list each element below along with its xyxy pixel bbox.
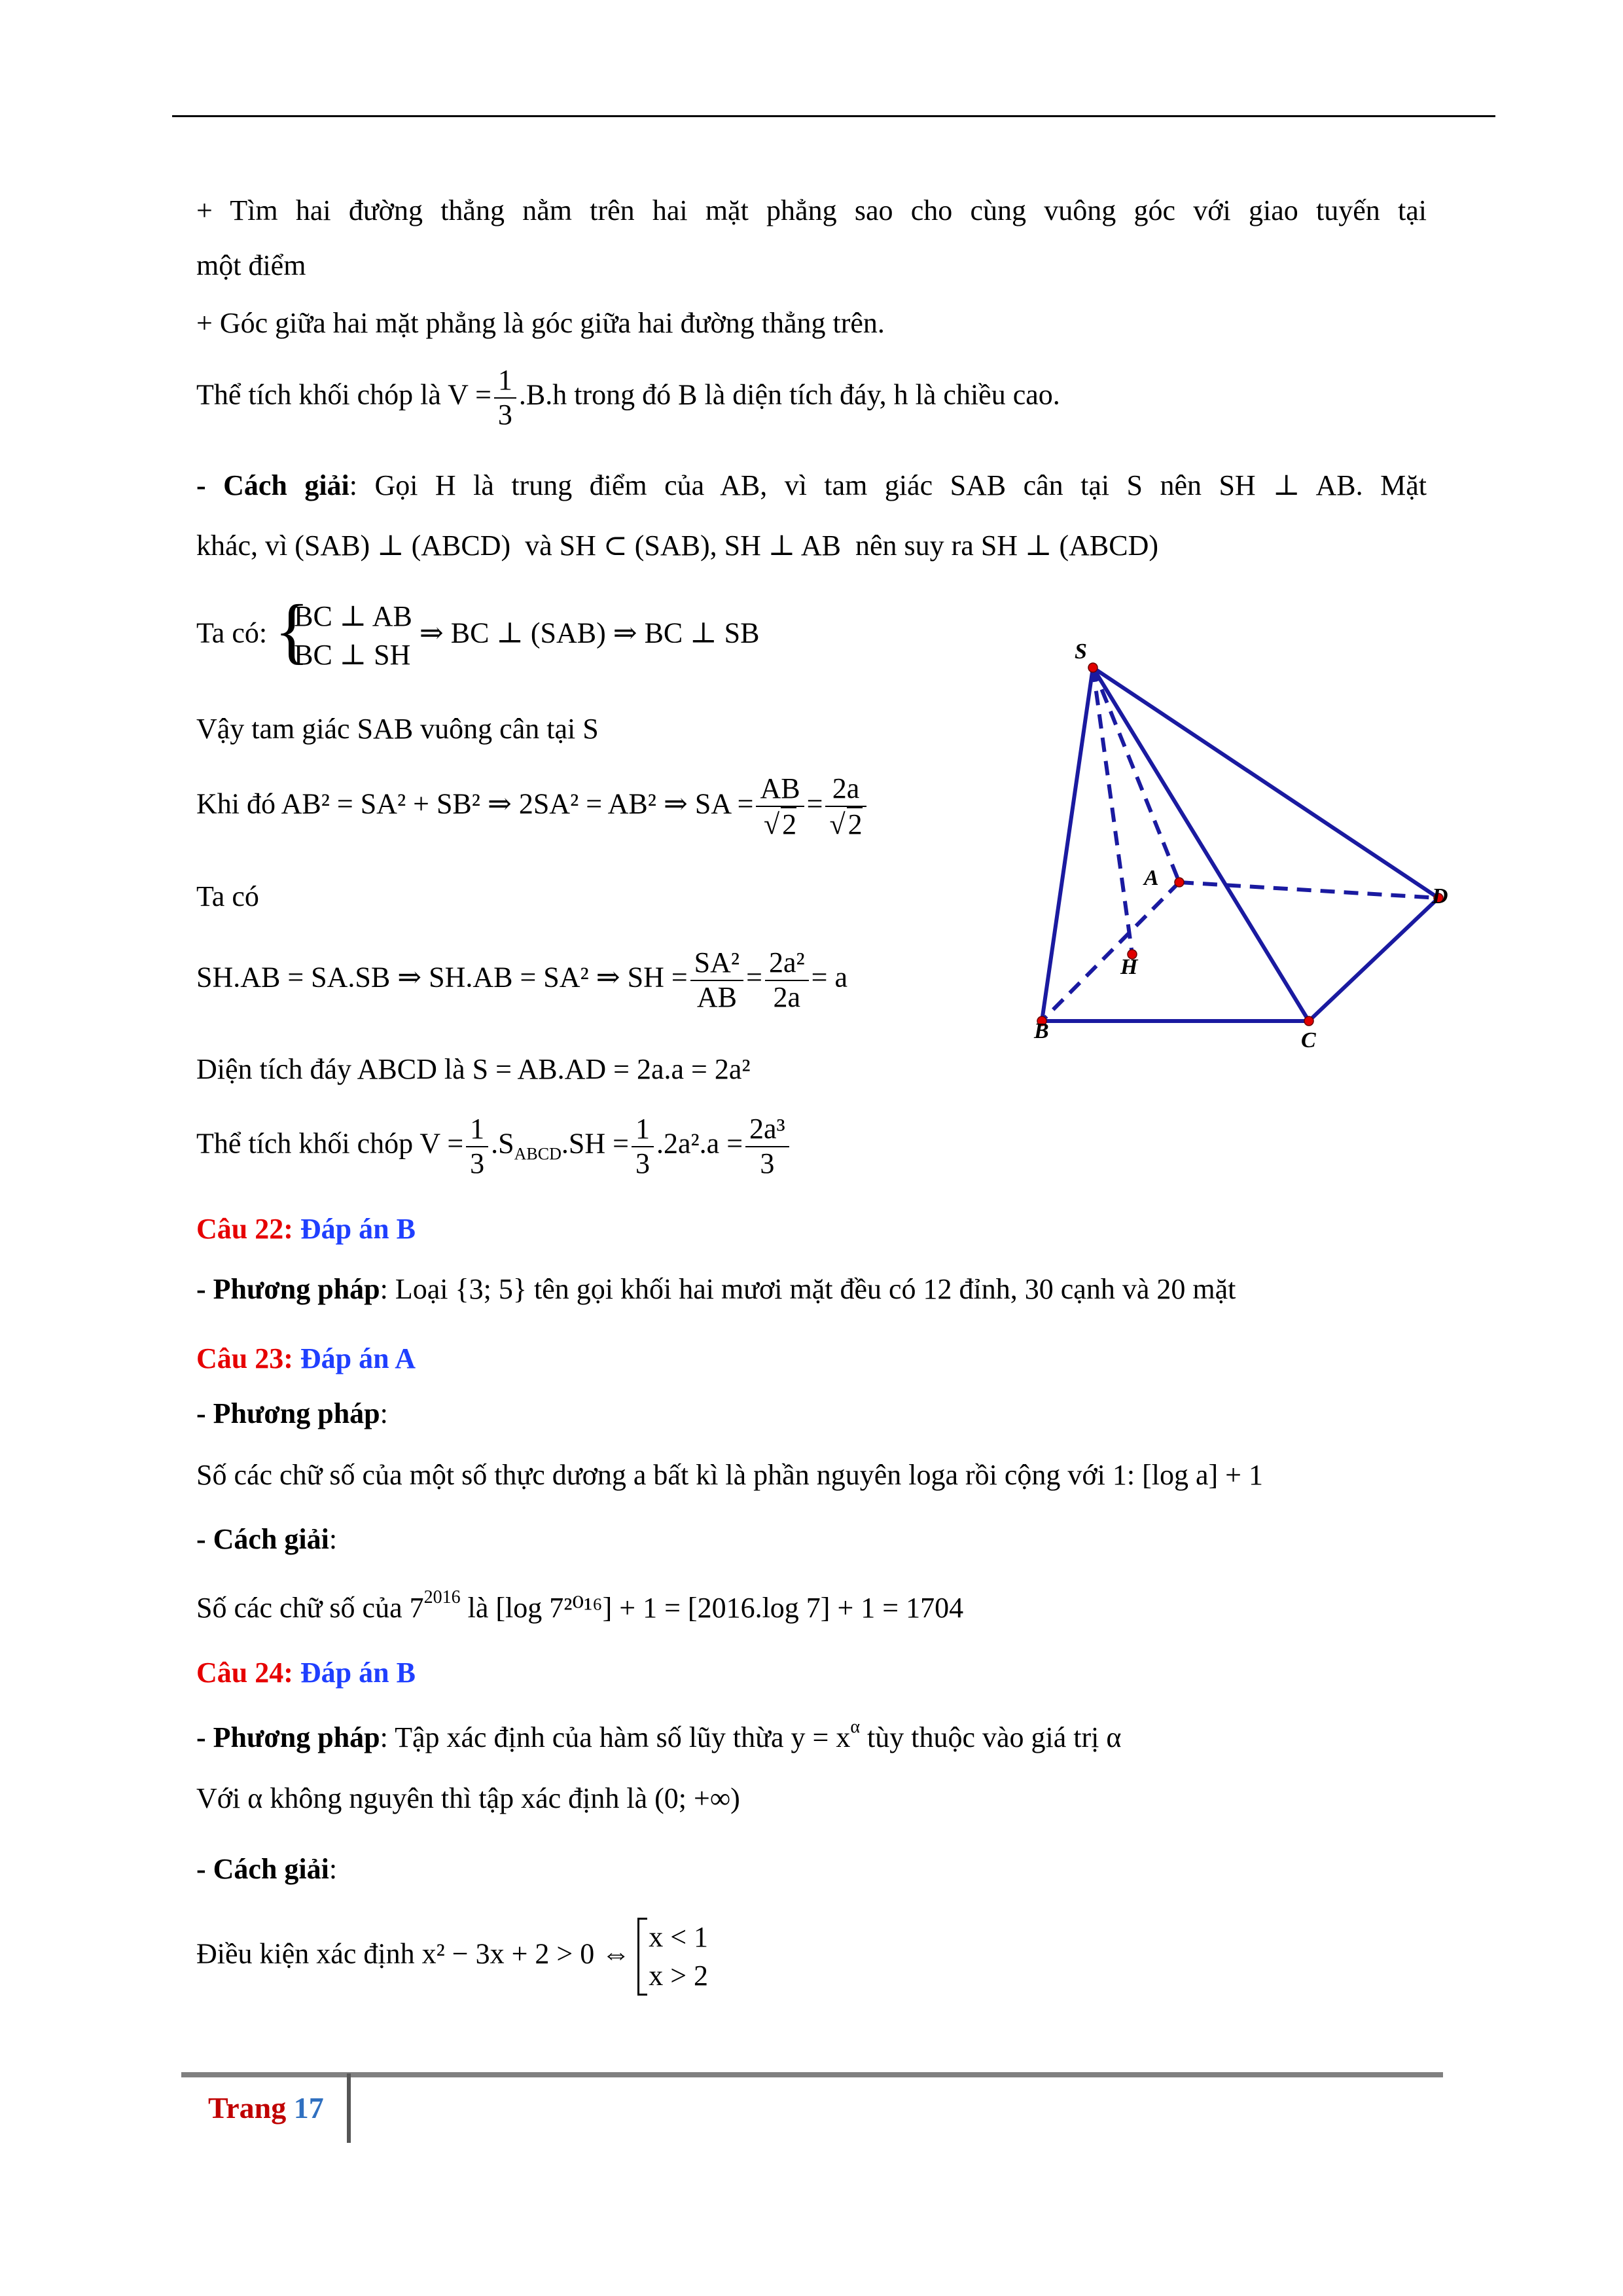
- vol-lhs: V =: [419, 1127, 464, 1160]
- volume-num: 1: [494, 364, 516, 399]
- sh-line: SH.AB = SA.SB ⇒ SH.AB = SA² ⇒ SH = $\frac{\text{SA²}}{AB}$ = $\frac{\text{2a²}}{2a}$ = a: [196, 946, 848, 1013]
- system-row-2: BC ⊥ SH: [294, 639, 411, 672]
- q22-method-set: {3; 5}: [455, 1273, 527, 1305]
- vol-f2-den: 3: [635, 1147, 650, 1179]
- vertex-A: [1175, 878, 1184, 887]
- vol-frac-3: [745, 1113, 789, 1180]
- q23-title: Câu 23:: [196, 1342, 293, 1374]
- solution-text-1: : Gọi H là trung điểm của AB, vì tam giác SAB cân tại S nên SH ⊥ AB. Mặt: [349, 469, 1427, 501]
- frac-2a-sqrt2: [825, 772, 866, 841]
- vol-f1-den: 3: [470, 1147, 485, 1179]
- vol-mid3: .2a².a =: [656, 1127, 743, 1160]
- solution-text-2a: khác, vì: [196, 529, 288, 562]
- eq-sh-end: = a: [811, 961, 848, 994]
- q23-solution-expr: [log 7²⁰¹⁶] + 1 = [2016.log 7] + 1 = 1704: [495, 1592, 964, 1624]
- label-D: D: [1432, 884, 1448, 908]
- frac-2a2-num: 2a²: [765, 946, 809, 981]
- solution-line-2: [196, 529, 1158, 564]
- solution-text-2b: (SAB) ⊥ (ABCD): [294, 529, 511, 562]
- frac-2a-num: 2a: [825, 772, 866, 807]
- volume-suffix: trong đó B là diện tích đáy, h là chiều cao.: [574, 378, 1060, 411]
- q22-method-text-b: tên gọi khối hai mươi mặt đều có 12 đỉnh, 30 cạnh và 20 mặt: [533, 1273, 1236, 1305]
- frac-ab-den-val: 2: [782, 808, 797, 840]
- area-text: Diện tích đáy ABCD là: [196, 1053, 465, 1085]
- taco-label: Ta có:: [196, 617, 268, 649]
- q24-cond-a: Với: [196, 1782, 241, 1814]
- eq-sh: SH.AB = SA.SB ⇒ SH.AB = SA² ⇒ SH =: [196, 961, 688, 994]
- label-H: H: [1120, 955, 1138, 979]
- page-number: 17: [293, 2091, 324, 2125]
- q23-solution-label: - Cách giải: [196, 1523, 329, 1555]
- q23-solution-text: Số các chữ số của: [196, 1592, 402, 1624]
- q24-method-label: - Phương pháp: [196, 1721, 380, 1753]
- q23-method-formula: [log a] + 1: [1142, 1459, 1263, 1491]
- vol-sub: ABCD: [514, 1144, 562, 1164]
- volume-den: 3: [497, 398, 512, 431]
- frac-ab-sqrt2: [756, 772, 804, 841]
- volume-fraction: [494, 364, 516, 431]
- q23-method-text: Số các chữ số của một số thực dương a bất kì là phần nguyên loga rồi cộng với 1:: [196, 1459, 1135, 1491]
- q23-method-label-line: [196, 1397, 388, 1431]
- system-line: [196, 590, 760, 675]
- vol-f1-num: 1: [466, 1113, 488, 1147]
- q24-method-text-a: : Tập xác định của hàm số lũy thừa: [380, 1721, 784, 1753]
- system-row-1: BC ⊥ AB: [294, 600, 412, 632]
- q22-method-text-a: : Loại: [380, 1273, 448, 1305]
- q22-method-label: - Phương pháp: [196, 1273, 380, 1305]
- vol-f3-den: 3: [760, 1147, 775, 1179]
- pyramid-edges: [1042, 668, 1438, 1021]
- q23-method-line: [196, 1458, 1263, 1493]
- label-S: S: [1075, 639, 1087, 664]
- volume-rest: .B.h: [518, 378, 567, 411]
- volume-prefix: Thể tích khối chóp là: [196, 378, 441, 411]
- solution-line-1: [196, 469, 1427, 503]
- vol-frac-1: [466, 1113, 488, 1180]
- q24-answer: Đáp án B: [300, 1657, 416, 1689]
- q23-solution-label-line: [196, 1522, 337, 1557]
- q22-header: [196, 1212, 416, 1247]
- edge-AD: [1179, 882, 1438, 898]
- q24-cond-alpha: α: [247, 1782, 263, 1814]
- vertex-S: [1088, 663, 1097, 672]
- frac-sa2-num: SA²: [690, 946, 743, 981]
- vol-mid: .S: [491, 1127, 514, 1160]
- q22-answer: Đáp án B: [300, 1213, 416, 1245]
- edge-CD: [1309, 898, 1438, 1021]
- method-line-1: + Tìm hai đường thẳng nằm trên hai mặt phẳng sao cho cùng vuông góc với giao tuyến tại: [196, 194, 1427, 226]
- q24-solution-label-line: [196, 1852, 337, 1887]
- vol-f3-num: 2a³: [745, 1113, 789, 1147]
- vol-text: Thể tích khối chóp: [196, 1127, 414, 1160]
- footer-label: Trang: [208, 2091, 287, 2125]
- taco2-line: Ta có: [196, 880, 259, 912]
- q23-header: [196, 1342, 416, 1376]
- vuong-can-line: Vậy tam giác SAB vuông cân tại S: [196, 713, 599, 745]
- q22-title: Câu 22:: [196, 1213, 293, 1245]
- khi-do-line: Khi đó AB² = SA² + SB² ⇒ 2SA² = AB² ⇒ SA = $\frac{AB}{√2}$ = $\frac{2a}{√2}$: [196, 772, 869, 841]
- q23-method-label: - Phương pháp: [196, 1397, 380, 1429]
- q24-header: [196, 1656, 416, 1691]
- footer-rule: [181, 2072, 1443, 2077]
- q23-pow-base: 7: [409, 1592, 424, 1624]
- method-line-3: + Góc giữa hai mặt phẳng là góc giữa hai đường thẳng trên.: [196, 307, 885, 339]
- volume-result-line: [196, 1113, 792, 1180]
- label-B: B: [1034, 1019, 1049, 1043]
- q24-cond-set: (0; +∞): [654, 1782, 740, 1814]
- edge-AB: [1042, 882, 1179, 1021]
- q24-solution-label: - Cách giải: [196, 1853, 329, 1885]
- q24-method-text-b: tùy thuộc vào giá trị: [867, 1721, 1099, 1753]
- q23-answer: Đáp án A: [300, 1342, 416, 1374]
- q24-dk-row1: x < 1: [649, 1921, 709, 1953]
- frac-ab-num: AB: [756, 772, 804, 807]
- q24-bracket-system: [637, 1918, 708, 1996]
- area-line: [196, 1052, 751, 1087]
- solution-label: - Cách giải: [196, 469, 349, 501]
- q24-title: Câu 24:: [196, 1657, 293, 1689]
- frac-2a-den-val: 2: [847, 808, 863, 840]
- method-line-2: một điểm: [196, 249, 306, 281]
- q24-dk-text: Điều kiện xác định: [196, 1937, 415, 1970]
- q23-la: là: [467, 1592, 489, 1624]
- q24-dk-eq: x² − 3x + 2 > 0 ⇔: [421, 1937, 631, 1970]
- frac-2a2-2a: [765, 946, 809, 1014]
- q23-pow-exp: 2016: [423, 1587, 461, 1607]
- header-rule: [172, 115, 1495, 117]
- q24-cond-b: không nguyên thì tập xác định là: [270, 1782, 648, 1814]
- eq-ab: AB² = SA² + SB² ⇒ 2SA² = AB² ⇒ SA =: [281, 787, 754, 820]
- q24-solution-colon: :: [329, 1853, 338, 1885]
- vol-frac-2: [632, 1113, 654, 1180]
- solution-text-2c: và SH ⊂ (SAB), SH ⊥ AB: [525, 529, 841, 562]
- frac-sa2-den: AB: [696, 980, 737, 1013]
- q24-alpha: α: [1106, 1721, 1122, 1753]
- area-eq: S = AB.AD = 2a.a = 2a²: [472, 1053, 751, 1085]
- solution-text-2d: nên suy ra SH ⊥ (ABCD): [855, 529, 1159, 562]
- frac-sa2-ab: [690, 946, 743, 1014]
- q24-method-func: y = x: [791, 1721, 851, 1753]
- q24-condition: [196, 1782, 740, 1816]
- q24-method: [196, 1716, 1121, 1755]
- left-brace-icon: {: [274, 590, 310, 672]
- q23-solution-line: [196, 1587, 963, 1626]
- frac-2a-den: √2: [829, 808, 863, 840]
- edge-SD: [1093, 668, 1438, 898]
- q22-method: [196, 1272, 1236, 1307]
- q24-dk-line: [196, 1918, 708, 1996]
- label-A: A: [1144, 866, 1159, 890]
- brace-system: [274, 590, 412, 675]
- footer-divider: [347, 2073, 351, 2143]
- page-footer: [208, 2090, 324, 2125]
- system-result: ⇒ BC ⊥ (SAB) ⇒ BC ⊥ SB: [419, 617, 760, 649]
- label-C: C: [1301, 1028, 1316, 1052]
- q24-method-func-exp: α: [850, 1717, 861, 1737]
- vol-f2-num: 1: [632, 1113, 654, 1147]
- volume-formula-line: [196, 364, 1060, 431]
- q24-dk-row2: x > 2: [649, 1960, 709, 1992]
- volume-lhs: V =: [448, 378, 491, 411]
- frac-ab-den: √2: [763, 808, 797, 840]
- q23-method-colon: :: [380, 1397, 388, 1429]
- pyramid-figure: [1021, 628, 1479, 1073]
- vertex-C: [1304, 1016, 1313, 1026]
- edge-SH: [1093, 668, 1132, 954]
- edge-SB: [1042, 668, 1093, 1021]
- frac-2a2-den: 2a: [773, 980, 801, 1013]
- vol-mid2: .SH =: [561, 1127, 629, 1160]
- q23-solution-colon: :: [329, 1523, 338, 1555]
- khi-do-label: Khi đó: [196, 787, 276, 820]
